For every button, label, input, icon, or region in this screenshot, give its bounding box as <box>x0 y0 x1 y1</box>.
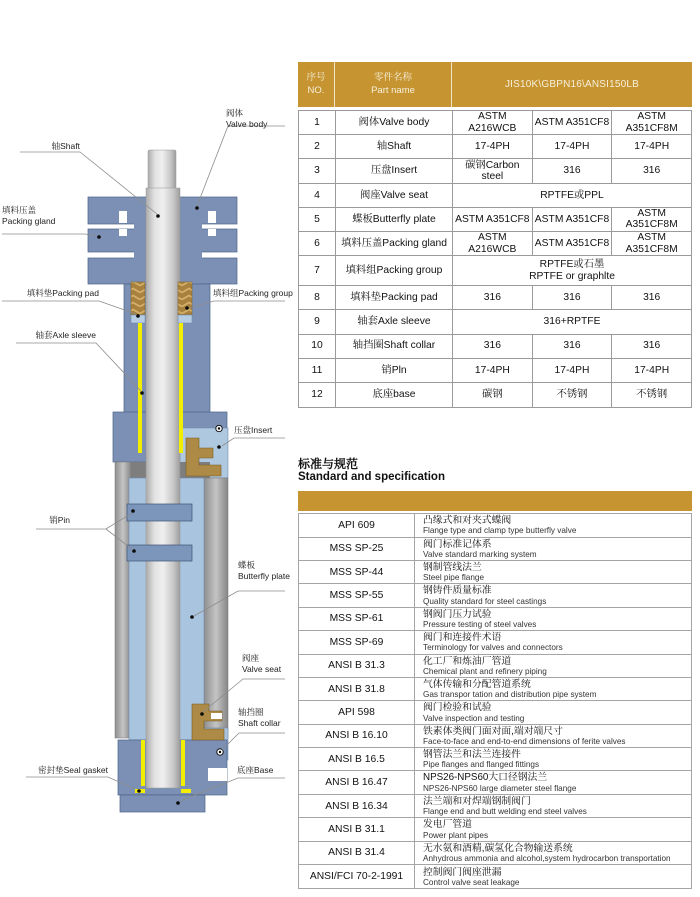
standard-code-cell: MSS SP-25 <box>299 538 415 560</box>
part-material-cell: 碳钢 <box>453 383 533 407</box>
standard-desc-cell <box>415 771 691 793</box>
parts-table-row <box>299 256 691 286</box>
part-material-cell: ASTM A351CF8M <box>625 111 678 134</box>
standard-code-cell: MSS SP-69 <box>299 631 415 653</box>
standards-table-body <box>298 513 692 889</box>
standard-desc-cell <box>415 678 691 700</box>
label-pin: 销Pin <box>49 515 70 525</box>
parts-table-body <box>298 110 692 408</box>
standard-desc-cn: NPS26-NPS60大口径钢法兰 <box>423 772 548 784</box>
standards-table-row <box>299 725 691 748</box>
part-material-cell: ASTM A351CF8 <box>453 208 533 231</box>
label-valve-seat: 阀座 Valve seat <box>242 653 282 675</box>
standard-desc-en: Power plant pipes <box>423 830 489 840</box>
material-line: RPTFE或石墨 <box>539 259 605 271</box>
header-part-name: 零件名称 Part name <box>335 62 452 107</box>
standard-desc-en: Face-to-face and end-to-end dimensions of ferite valves <box>423 736 626 746</box>
part-name-cell: 填料组Packing group <box>336 256 453 285</box>
part-material-cell: 17-4PH <box>453 359 533 382</box>
valve-cross-section <box>0 0 300 897</box>
part-no-cell: 12 <box>299 383 336 407</box>
standards-title-en: Standard and specification <box>298 471 445 484</box>
standards-table-row <box>299 842 691 865</box>
standards-table-row <box>299 701 691 724</box>
parts-table-header <box>298 62 692 107</box>
part-no-cell: 6 <box>299 232 336 255</box>
label-shaft: 轴Shaft <box>51 141 80 151</box>
part-material-cell: 17-4PH <box>634 364 670 376</box>
parts-table-row <box>299 135 691 159</box>
standards-table-row <box>299 584 691 607</box>
standard-desc-cn: 法兰端和对焊端钢制阀门 <box>423 795 531 807</box>
standard-desc-cn: 凸缘式和对夹式蝶阀 <box>423 515 512 527</box>
standards-table-row <box>299 561 691 584</box>
header-materials: JIS10K\GBPN16\ANSI150LB <box>504 78 640 90</box>
label-valve-body <box>226 108 267 130</box>
standard-desc-cn: 铁素体类阀门面对面,端对端尺寸 <box>423 725 563 737</box>
label-seal-gasket: 密封垫Seal gasket <box>38 765 108 775</box>
part-material-cell: 316 <box>643 292 661 304</box>
material-line: RPTFE或PPL <box>540 189 604 201</box>
part-name-cell: 底座base <box>336 383 453 407</box>
label-packing-group: 填料组Packing group <box>213 288 293 298</box>
part-material-cell: 不锈钢 <box>636 389 668 401</box>
label-axle-sleeve: 轴套Axle sleeve <box>35 330 96 340</box>
parts-table-row <box>299 208 691 232</box>
standard-desc-en: Valve standard marking system <box>423 549 537 559</box>
part-material-cell: 17-4PH <box>634 141 670 153</box>
standard-desc-cell <box>415 818 691 840</box>
parts-table-row <box>299 310 691 334</box>
standard-desc-cell <box>415 561 691 583</box>
standards-section <box>298 457 692 889</box>
part-no-cell: 10 <box>299 335 336 358</box>
standards-table-row <box>299 678 691 701</box>
bottom-notch <box>208 768 227 781</box>
standard-desc-en: Valve inspection and testing <box>423 713 525 723</box>
part-no-cell: 5 <box>299 208 336 231</box>
standard-code-cell: ANSI B 31.4 <box>299 842 415 864</box>
standard-desc-cn: 钢管法兰和法兰连接件 <box>423 749 521 761</box>
standard-desc-cn: 化工厂和炼油厂管道 <box>423 655 512 667</box>
part-no-cell: 4 <box>299 184 336 207</box>
standard-desc-en: Pressure testing of steel valves <box>423 619 537 629</box>
part-no-cell: 9 <box>299 310 336 333</box>
label-packing-gland: 填料压盖 Packing gland <box>2 205 56 227</box>
part-material-merged-cell <box>453 310 691 333</box>
standard-desc-cell <box>415 514 691 536</box>
label-packing-pad: 填料垫Packing pad <box>26 288 99 298</box>
part-material-cell: ASTM A351CF8M <box>625 208 678 231</box>
part-name-cell: 轴挡圈Shaft collar <box>336 335 453 358</box>
standard-code-cell: ANSI B 16.34 <box>299 795 415 817</box>
standard-desc-en: Steel pipe flange <box>423 573 484 583</box>
parts-table-row <box>299 359 691 383</box>
standard-desc-cn: 无水氨和酒精,碳氢化合物输送系统 <box>423 842 573 854</box>
standard-desc-cell <box>415 584 691 606</box>
standard-desc-cell <box>415 608 691 630</box>
part-no-cell: 3 <box>299 159 336 182</box>
label-valve-body-en: Valve body <box>226 119 268 130</box>
part-material-cell: 17-4PH <box>533 135 613 158</box>
standard-code-cell: MSS SP-61 <box>299 608 415 630</box>
standards-table-row <box>299 608 691 631</box>
part-name-cell: 蝶板Butterfly plate <box>336 208 453 231</box>
standard-code-cell: API 598 <box>299 701 415 723</box>
standard-desc-cell <box>415 748 691 770</box>
part-no-cell: 8 <box>299 286 336 309</box>
part-material-cell: 316 <box>533 335 613 358</box>
standards-title-cn: 标准与规范 <box>298 457 359 471</box>
part-no-cell: 2 <box>299 135 336 158</box>
standards-table-row <box>299 795 691 818</box>
standard-desc-cell <box>415 538 691 560</box>
standards-table-row <box>299 771 691 794</box>
part-material-merged-cell <box>453 184 691 207</box>
part-name-cell: 填料垫Packing pad <box>336 286 453 309</box>
standard-desc-cell <box>415 865 691 888</box>
part-name-cell: 压盘Insert <box>336 159 453 182</box>
part-material-cell: 316 <box>533 286 613 309</box>
label-shaft-collar: 轴挡圈 Shaft collar <box>238 707 281 729</box>
standard-desc-cn: 钢阀门压力试验 <box>423 608 492 620</box>
standard-desc-cell <box>415 725 691 747</box>
part-material-cell: 17-4PH <box>453 135 533 158</box>
standard-desc-en: NPS26-NPS60 large diameter steel flange <box>423 783 577 793</box>
parts-table-row <box>299 286 691 310</box>
part-material-merged-cell <box>453 256 691 285</box>
part-material-cell: ASTM A216WCB <box>453 232 533 255</box>
standard-desc-en: Terminology for valves and connectors <box>423 643 563 653</box>
standard-desc-en: Flange type and clamp type butterfly valve <box>423 526 577 536</box>
label-insert: 压盘Insert <box>234 425 273 435</box>
part-material-cell: 碳钢Carbon steel <box>453 159 533 182</box>
standard-code-cell: ANSI B 16.47 <box>299 771 415 793</box>
material-line: 316+RPTFE <box>543 316 601 328</box>
part-material-cell: 316 <box>643 340 661 352</box>
parts-table-row <box>299 111 691 135</box>
standard-desc-cn: 阀门标准记体系 <box>423 538 492 550</box>
part-material-cell: ASTM A351CF8M <box>625 232 678 255</box>
standard-desc-en: Flange end and butt welding end steel valves <box>423 807 587 817</box>
standard-desc-en: Quality standard for steel castings <box>423 596 547 606</box>
standard-code-cell: ANSI B 16.5 <box>299 748 415 770</box>
part-material-cell: 316 <box>453 335 533 358</box>
label-valve-body-cn: 阀体 <box>226 108 244 118</box>
part-name-cell: 阀座Valve seat <box>336 184 453 207</box>
standards-table-row <box>299 818 691 841</box>
standards-table-row <box>299 631 691 654</box>
standard-desc-en: Chemical plant and refinery piping <box>423 666 547 676</box>
standard-desc-cell <box>415 631 691 653</box>
part-material-cell: 316 <box>453 286 533 309</box>
standards-table-row <box>299 514 691 537</box>
standards-table-row <box>299 865 691 888</box>
parts-table <box>298 62 692 408</box>
part-material-cell: ASTM A351CF8 <box>533 232 613 255</box>
standards-table-row <box>299 748 691 771</box>
standard-code-cell: ANSI B 31.8 <box>299 678 415 700</box>
part-material-cell: ASTM A216WCB <box>453 111 533 134</box>
standard-code-cell: ANSI B 31.1 <box>299 818 415 840</box>
standard-desc-cell <box>415 842 691 864</box>
seat-groove <box>211 713 222 719</box>
parts-table-row <box>299 383 691 407</box>
part-no-cell: 7 <box>299 256 336 285</box>
part-material-cell: 不锈钢 <box>533 383 613 407</box>
standards-table-row <box>299 655 691 678</box>
shaft-shape <box>146 150 180 788</box>
standard-desc-en: Gas transpor tation and distribution pipe system <box>423 690 597 700</box>
material-line: RPTFE or graphlte <box>529 270 615 282</box>
part-name-cell: 阀体Valve body <box>336 111 453 134</box>
part-material-cell: ASTM A351CF8 <box>533 111 613 134</box>
part-material-cell: 316 <box>533 159 613 182</box>
standard-code-cell: ANSI/FCI 70-2-1991 <box>299 865 415 888</box>
label-base: 底座Base <box>237 765 274 775</box>
standard-desc-en: Pipe flanges and flanged fittings <box>423 760 540 770</box>
standards-header-band <box>298 491 692 511</box>
standard-desc-cn: 阀门检验和试验 <box>423 702 492 714</box>
part-name-cell: 轴套Axle sleeve <box>336 310 453 333</box>
standard-desc-cn: 气体传输和分配管道系统 <box>423 678 531 690</box>
standard-desc-cell <box>415 701 691 723</box>
standard-desc-cn: 阀门和连接件术语 <box>423 632 502 644</box>
valve-diagram <box>0 0 300 897</box>
part-no-cell: 1 <box>299 111 336 134</box>
standard-desc-cn: 控制阀门阀座泄漏 <box>423 866 502 878</box>
parts-table-row <box>299 232 691 256</box>
parts-table-row <box>299 159 691 183</box>
standard-code-cell: ANSI B 31.3 <box>299 655 415 677</box>
standard-desc-cn: 钢铸件质量标准 <box>423 585 492 597</box>
standard-desc-en: Control valve seat leakage <box>423 877 520 887</box>
header-no: 序号 NO. <box>298 62 335 107</box>
standard-desc-cn: 钢制管线法兰 <box>423 561 482 573</box>
standard-code-cell: API 609 <box>299 514 415 536</box>
label-butterfly-plate: 蝶板 Butterfly plate <box>238 560 290 582</box>
part-material-cell: 17-4PH <box>533 359 613 382</box>
standard-code-cell: ANSI B 16.10 <box>299 725 415 747</box>
part-name-cell: 销Pln <box>336 359 453 382</box>
part-name-cell: 轴Shaft <box>336 135 453 158</box>
standard-code-cell: MSS SP-55 <box>299 584 415 606</box>
parts-table-row <box>299 184 691 208</box>
part-material-cell: ASTM A351CF8 <box>533 208 613 231</box>
standard-code-cell: MSS SP-44 <box>299 561 415 583</box>
standard-desc-cn: 发电厂管道 <box>423 819 472 831</box>
standards-table-row <box>299 538 691 561</box>
parts-table-row <box>299 335 691 359</box>
standard-desc-cell <box>415 795 691 817</box>
part-material-cell: 316 <box>643 165 661 177</box>
standard-desc-en: Anhydrous ammonia and alcohol,system hydrocarbon transportation <box>423 853 671 863</box>
part-no-cell: 11 <box>299 359 336 382</box>
part-name-cell: 填料压盖Packing gland <box>336 232 453 255</box>
standard-desc-cell <box>415 655 691 677</box>
